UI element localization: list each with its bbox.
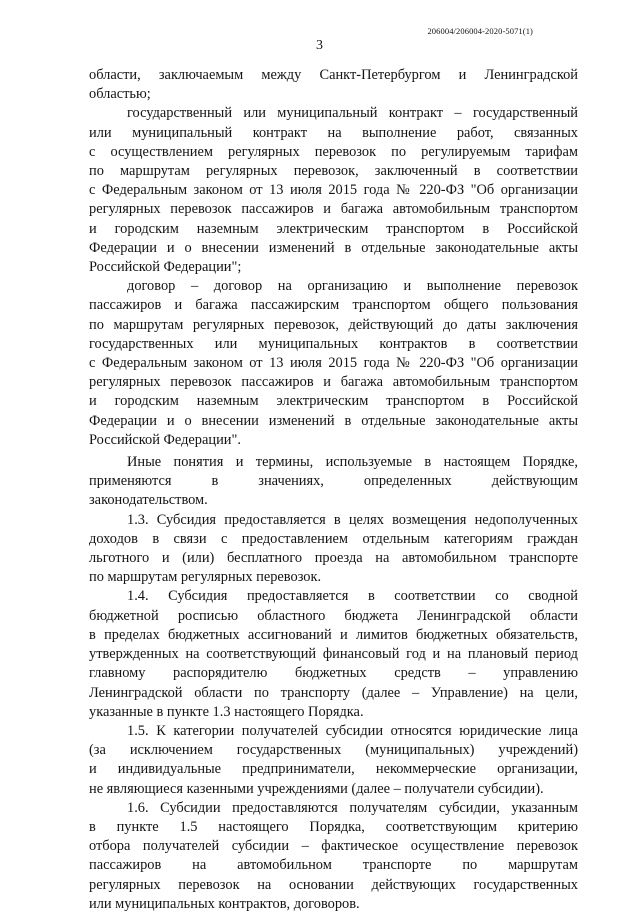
document-body: [89, 66, 578, 914]
text-line: не являющиеся казенными учреждениями (далее – получатели субсидии).: [89, 780, 544, 797]
paragraph-contract-definition: [89, 104, 578, 277]
text-line: и городским наземным электрическим транспортом в Российской: [89, 220, 578, 237]
text-line: государственный или муниципальный контракт – государственный: [127, 105, 578, 122]
text-line: утвержденных на соответствующий финансовый год и на плановый период: [89, 646, 578, 663]
text-line: отбора получателей субсидии – фактическое осуществление перевозок: [89, 838, 578, 855]
document-id: 206004/206004-2020-5071(1): [427, 26, 533, 36]
text-line: (за исключением государственных (муниципальных) учреждений): [89, 742, 578, 759]
text-line: в пределах бюджетных ассигнований и лимитов бюджетных обязательств,: [89, 626, 578, 643]
text-line: областью;: [89, 86, 151, 103]
text-line: льготного и (или) бесплатного проезда на автомобильном транспорте: [89, 550, 578, 567]
page-number: 3: [316, 38, 323, 53]
text-line: с Федеральным законом от 13 июля 2015 года № 220-ФЗ "Об организации: [89, 355, 578, 372]
text-line: 1.3. Субсидия предоставляется в целях возмещения недополученных: [127, 511, 578, 528]
paragraph-1-6: [89, 799, 578, 914]
text-line: по маршрутам регулярных перевозок, действующий до даты заключения: [89, 316, 578, 333]
paragraph-1-4: [89, 587, 578, 721]
text-line: Ленинградской области по транспорту (далее – Управление) на цели,: [89, 684, 578, 701]
text-line: регулярных перевозок пассажиров и багажа автомобильным транспортом: [89, 201, 578, 218]
text-line: или муниципальных контрактов, договоров.: [89, 895, 360, 912]
paragraph-agreement-definition: [89, 277, 578, 450]
text-line: 1.6. Субсидии предоставляются получателям субсидии, указанным: [127, 799, 578, 816]
text-line: применяются в значениях, определенных действующим: [89, 473, 578, 490]
text-line: регулярных перевозок на основании действующих государственных: [89, 876, 578, 893]
text-line: указанные в пункте 1.3 настоящего Порядка.: [89, 703, 364, 720]
text-line: пассажиров и багажа пассажирским транспортом общего пользования: [89, 297, 578, 314]
text-line: в пункте 1.5 настоящего Порядка, соответствующим критерию: [89, 818, 578, 835]
text-line: бюджетной росписью областного бюджета Ленинградской области: [89, 607, 578, 624]
text-line: доходов в связи с предоставлением отдельным категориям граждан: [89, 530, 578, 547]
text-line: регулярных перевозок пассажиров и багажа автомобильным транспортом: [89, 374, 578, 391]
paragraph-1-5: [89, 722, 578, 799]
text-line: Федерации и о внесении изменений в отдельные законодательные акты: [89, 239, 578, 256]
text-line: Российской Федерации";: [89, 259, 242, 276]
text-line: 1.5. К категории получателей субсидии относятся юридические лица: [127, 722, 578, 739]
text-line: Иные понятия и термины, используемые в настоящем Порядке,: [127, 454, 578, 471]
text-line: с Федеральным законом от 13 июля 2015 года № 220-ФЗ "Об организации: [89, 182, 578, 199]
text-line: с осуществлением регулярных перевозок по регулируемым тарифам: [89, 143, 578, 160]
text-line: по маршрутам регулярных перевозок, заключенный в соответствии: [89, 163, 578, 180]
text-line: государственных или муниципальных контрактов в соответствии: [89, 335, 578, 352]
text-line: Федерации и о внесении изменений в отдельные законодательные акты: [89, 412, 578, 429]
paragraph-other-terms: [89, 453, 578, 511]
text-line: области, заключаемым между Санкт-Петербургом и Ленинградской: [89, 67, 578, 83]
text-line: Российской Федерации".: [89, 431, 241, 448]
text-line: законодательством.: [89, 492, 208, 509]
paragraph-1-3: [89, 511, 578, 588]
text-line: 1.4. Субсидия предоставляется в соответствии со сводной: [127, 588, 578, 605]
text-line: главному распорядителю бюджетных средств – управлению: [89, 665, 578, 682]
paragraph-definitions-intro: [89, 66, 578, 104]
text-line: по маршрутам регулярных перевозок.: [89, 569, 322, 586]
text-line: и городским наземным электрическим транспортом в Российской: [89, 393, 578, 410]
text-line: и индивидуальные предприниматели, некоммерческие организации,: [89, 761, 578, 778]
text-line: договор – договор на организацию и выполнение перевозок: [127, 278, 578, 295]
text-line: или муниципальный контракт на выполнение работ, связанных: [89, 124, 578, 141]
text-line: пассажиров на автомобильном транспорте по маршрутам: [89, 857, 578, 874]
